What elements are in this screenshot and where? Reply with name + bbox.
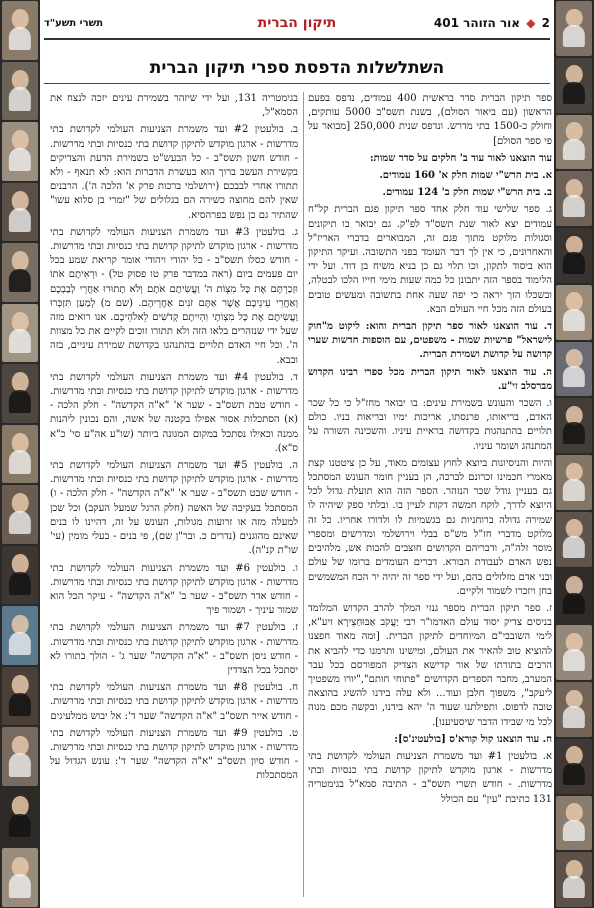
rabbi-portrait: [2, 62, 38, 121]
rabbi-portrait: [556, 625, 592, 680]
paragraph: א. בית הרש"י שמות חלק א' 160 עמודים.: [379, 170, 552, 182]
rabbi-portrait: [2, 788, 38, 847]
rabbi-portrait: [556, 115, 592, 170]
paragraph: ט. בולעטין #9 ועד משמרת הצניעות העולמי לקדושת בתי מדרשות - ארגון מוקדש לתיקון קדושת בתי כנסיות ובתי מדרשות. - חודש סיון תשס"ב "א"ה הקדשה" שער ד': עונש הגדול על המסתכלות: [50, 727, 298, 782]
paragraph: ב. בולעטין #2 ועד משמרת הצניעות העולמי לקדושת בתי מדרשות - ארגון מוקדש לתיקון קדושת בתי כנסיות ובתי מדרשות. - חודש חשון תשס"ב - כל הבעש"ט בשמירת הדעת והצדיקים בקשירת העשב ברוך הוא בעשרת הדברות הוא: לא תנאף - ולא תתורו אחרי לבבכם (ירושלמי ברכות פרק א' הלכה ה'). הרבנים שאין להם מחוצה כשירה הם בגלולים של "זמרי בן סלוא עשו" שהתיר גם כן נפש בפרהסיא.: [50, 124, 298, 221]
paragraph: ח. בולעטין #8 ועד משמרת הצניעות העולמי לקדושת בתי מדרשות - ארגון מוקדש לתיקון קדושת בתי כנסיות ובתי מדרשות. - חודש אייר תשס"ב "א"ה הקדשה" שער ד': אל יבוש ממלעיגים: [50, 682, 298, 722]
paragraph: ד. בולעטין #4 ועד משמרת הצניעות העולמי לקדושת בתי מדרשות - ארגון מוקדש לתיקון קדושת בתי כנסיות ובתי מדרשות. - חודש טבת תשס"ב - שער א' "א"ה הקדשה" - חלק הלכה - (א) הסתכלות אסור אפילו בקטנה של אשה, והם נכונין ליהנות ממנה וכאילו נסתכל במקום המגונה ביותר (שו"ע אה"ע סי' כ"א ס"א).: [50, 371, 298, 454]
paragraph: ג. בולעטין #3 ועד משמרת הצניעות העולמי לקדושת בתי מדרשות - ארגון מוקדש לתיקון קדושת בתי כנסיות ובתי מדרשות. - חודש כסלו תשס"ב - כל יהודי ויהודי אומר קריאת שמע בכל יום פעמים ביום (ראה במדבר פרק טו פסוק טל) - וּרְאִיתֶם אֹתוֹ וּזְכַרְתֶּם אֶת כָּל מִצְוֹת ה' וַעֲשִׂיתֶם אֹתָם וְלֹא תָתוּרוּ אַחֲרֵי לְבַבְכֶם וְאַחֲרֵי עֵינֵיכֶם אֲשֶׁר אַתֶּם זֹנִים אַחֲרֵיהֶם. (שם מ) לְמַעַן תִּזְכְּרוּ וַעֲשִׂיתֶם אֶת כָּל מִצְוֹתָי וִהְיִיתֶם קְדֹשִׁים לֵאלֹהֵיכֶם. אנו רואים מזה שעל ידי שנזהרים בלאו הזה ולא תתורו זוכים לקיים את כל מצוות ה'. וכל חיי האדם תלויים בהתנהגו בקדושת שמירת עיניים, בזה ובבא.: [50, 226, 298, 366]
rabbi-portrait: [2, 727, 38, 786]
rabbi-portrait: [556, 342, 592, 397]
paragraph: בגימטריה 131, ועל ידי שיזהר בשמירת עינים יזכה לנצח את הסמא"ל,: [50, 93, 298, 119]
portrait-strip-right: [554, 0, 594, 908]
rabbi-portrait: [2, 848, 38, 907]
running-title: אור הזוהר 401: [433, 16, 521, 30]
rabbi-portrait: [556, 569, 592, 624]
rabbi-portrait: [2, 485, 38, 544]
rabbi-portrait: [2, 243, 38, 302]
paragraph: ד. עוד הוצאנו לאור ספר תיקון הברית והוא: ליקוט מ"חוק לישראל" פרשיות שמות - משפטים, עם הוספות חדשות שערי קדושה על קדושת ושמירת הברית.: [308, 321, 552, 361]
column-divider: [303, 92, 304, 897]
rabbi-portrait: [2, 364, 38, 423]
paragraph: ו. השכר והעונש בשמירת עינים: בו יבואר מחז"ל כי כל שכר האדם, בריאותו, פרנסתו, אריכות ימיו ובריאות בניו. כולם תלויים בהתנהגות בקדושה בראיית עיניו. והשכינה השורה על המתנהג ושומר עיניו.: [308, 398, 552, 452]
paragraph: ספר תיקון הברית סדר בראשית 400 עמודים, נדפס בפעם הראשון (עם ביאור הסולם), בשנת תשס"ב 5000 עותקים, וחולק כ-1500 בתי מדרש. ונדפס שנית 250,000 [מבואר על פי ספר הסולם]: [308, 93, 552, 147]
page-number: 2: [541, 16, 550, 30]
rabbi-portrait: [556, 1, 592, 56]
paragraph: עוד הוצאנו לאור עוד ב' חלקים על סדר שמות:: [369, 152, 552, 164]
paragraph: ו. בולעטין #6 ועד משמרת הצניעות העולמי לקדושת בתי מדרשות - ארגון מוקדש לתיקון קדושת בתי כנסיות ובתי מדרשות. - חודש אדר תשס"ב - שער ב' "א"ה הקדשה" - עיקר הכל הוא שמור עיניך - ושמור פיך: [50, 562, 298, 617]
rabbi-portrait: [556, 455, 592, 510]
rabbi-portrait: [2, 425, 38, 484]
paragraph: ג. ספר שלישי עוד חלק אחד ספר תיקון פגם הברית קל"ח עמודים יצא לאור שנת תשס"ד לפ"ק. גם יבואר בו תיקונים וסגולות מלוקט מתוך פגם זה, המבוארים בדברי האריז"ל והאחרונים, כי אין לך דבר העומד בפני התשובה. ועיקר התיקון הוא ביסוד לתקון, וכו תלוי גם כן בניא משיח בן דוד. ועל ידי הלימוד בספר הזה יתבונן כל כמה שעות מימי חייו הלכו לבטלה, ובשכלו הזך יראה כי יפה שעה אחת בתשובה ומעשים טובים בעולם הזה מכל חיי העולם הבא.: [308, 204, 552, 315]
rabbi-portrait: [2, 183, 38, 242]
rabbi-portrait: [2, 546, 38, 605]
article-column-left: [50, 92, 298, 897]
rabbi-portrait: [556, 398, 592, 453]
paragraph: ז. ספר תיקון הברית מספר גנזי המלך להרב הקדוש המלומד בניסים צדיק יסוד עולם האדמו"ר רבי יַעֲקֹב אַבּוּחַצֵירָא זיע"א, לימי השובבי"ם המיוחדים לתיקון הברית. [ומה מאוד חפצנו להוציא טוב להאיר את העולם, ומישינו ותרמנו כדי להביא את הרבים בתורתו של אור קדישא הצדיק המפורסם בכל עבר המערב, מחבר הספרים הקדושים "פתוחי חותם","יורו משפטיך ליעקב", משפוך חלבן ועוד... ולא עלה בידנו להשיג בהוצאה טובה לדפוס. ותפילתנו שעוד ה' יהא בידנו, ובקשה מכם מנוה לכל מי שבידו הדבר שיסעיענו].: [308, 602, 552, 728]
rabbi-portrait: [556, 739, 592, 794]
rabbi-portrait: [556, 171, 592, 226]
portrait-strip-left: [0, 0, 40, 908]
paragraph: ב. בית הרש"י שמות חלק ב' 124 עמודים.: [382, 187, 552, 199]
article-title: השתלשלות הדפסת ספרי תיקון הברית: [149, 58, 445, 78]
page-header: [44, 14, 550, 40]
rabbi-portrait: [556, 285, 592, 340]
paragraph: ה. עוד הוצאנו לאור תיקון הברית מכל ספרי רבינו הקדוש מברסלב זי"ע.: [308, 366, 552, 392]
rabbi-portrait: [556, 58, 592, 113]
paragraph: והיות והניסיונות ביוצא לחוץ עצומים מאוד, על כן ציטטנו קצת מאמרי חכמינו זכרונם לברכה, הן בעניין חומר העונש המסתכל גם בעניין גודל שכר הנזהר. הספר הזה הוא תועלת גדול לכל היוצא לדרך, לוקח חמשה דקות לעיין בו. ובלתי ספק שיהיה לו שמירה גדולה ברוחניות גם בגשמיות לו ולדורו אחריו. כל זה מלוקט מדברי חז"ל מש"ס בבלי וירושלמי ומדרשים ומספרי מוסר זלה"ה, ודבריהם הקדושים חוצבים להבות אש, מלהיבים נפש האדם לעבודת הבורא. דברים העומדים ברומו של עולם ובני אדם מזלזלים בהם, ועל ידי ספר זה יהיה יר הכח המשמשים בחן ויזכרו לשמור ולקיים.: [308, 457, 552, 597]
paragraph: ז. בולעטין #7 ועד משמרת הצניעות העולמי לקדושת בתי מדרשות - ארגון מוקדש לתיקון קדושת בתי כנסיות ובתי מדרשות. - חודש ניסן תשס"ב - "א"ה הקדשה" שער ג' - הולך בתורו לא יסתכל בכל הצדדין: [50, 622, 298, 676]
paragraph: א. בולעטין #1 ועד משמרת הצניעות העולמי לקדושת בתי מדרשות - ארגון מוקדש לתיקון קדושת בתי כנסיות ובתי מדרשות. - חודש תשרי תשס"ב - התיבה סמא"ל בגימטריה 131 כתיבת "עין" עם הכולל: [308, 750, 552, 805]
rabbi-portrait: [556, 512, 592, 567]
rabbi-portrait: [556, 796, 592, 851]
rabbi-portrait: [2, 606, 38, 665]
rabbi-portrait: [2, 1, 38, 60]
title-divider: [44, 83, 550, 84]
paragraph: ה. בולעטין #5 ועד משמרת הצניעות העולמי לקדושת בתי מדרשות - ארגון מוקדש לתיקון קדושת בתי כנסיות ובתי מדרשות. - חודש שבט תשס"ב - שער א' "א"ה הקדשה" - חלק הלכה - ו) המסתכל בעקיבה של האשה (חלק הרגל שמעל העקב) וכל שכן למעלה מזה או זרועות מגולות, העונש על זה, דהיינו לו בנים שאינם מהוגנים (נדרים כ. ובר"ן שם), פי בנים - בעלי מומין (עי' שו"ת קנ"ה).: [50, 460, 298, 557]
rabbi-portrait: [556, 852, 592, 907]
rabbi-portrait: [2, 667, 38, 726]
issue-date: תשרי תשע"ד: [44, 18, 104, 29]
section-title: תיקון הברית: [257, 15, 337, 31]
diamond-icon: ◆: [526, 16, 536, 30]
rabbi-portrait: [556, 228, 592, 283]
article-column-right: [308, 92, 552, 897]
rabbi-portrait: [2, 122, 38, 181]
rabbi-portrait: [2, 304, 38, 363]
paragraph: ח. עוד הוצאנו קול קורא'ס [בולעטינ'ס]:: [394, 733, 552, 745]
rabbi-portrait: [556, 682, 592, 737]
